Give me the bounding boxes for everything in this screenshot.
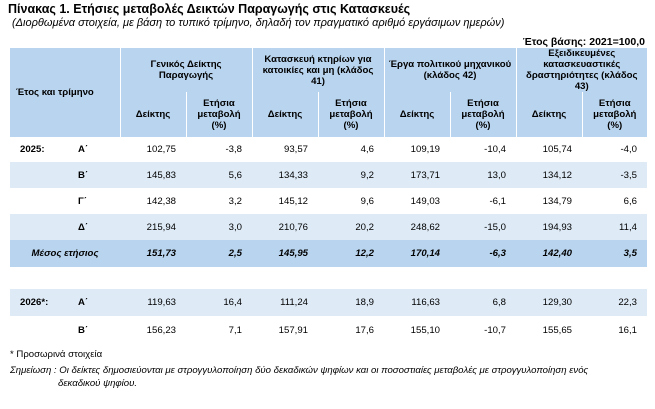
quarter-cell: Γ΄ — [78, 195, 87, 207]
value-cell: 116,63 — [384, 289, 450, 316]
mean-label: Μέσος ετήσιος — [10, 240, 120, 267]
value-cell: 129,30 — [516, 289, 582, 316]
value-cell: 2,5 — [186, 240, 252, 267]
value-cell: 6,6 — [623, 195, 638, 207]
quarter-cell: Δ΄ — [78, 221, 89, 233]
value-cell: -6,1 — [489, 195, 507, 207]
quarter-cell: Α΄ — [78, 297, 89, 308]
quarter-cell: Β΄ — [78, 324, 89, 336]
table-subtitle: (Διορθωμένα στοιχεία, με βάση το τυπικό τρίμηνο, δηλαδή τον πραγματικό αριθμό εργάσιμων ημερών) — [12, 17, 505, 29]
value-cell: 134,79 — [542, 195, 573, 207]
value-cell: -10,7 — [484, 324, 507, 336]
value-cell: 16,1 — [618, 324, 638, 336]
value-cell: 7,1 — [228, 324, 242, 336]
table-row — [10, 289, 647, 316]
value-cell: 155,10 — [410, 324, 440, 336]
value-cell: 12,2 — [318, 240, 384, 267]
value-cell: 210,76 — [252, 214, 318, 240]
mean-row — [10, 240, 647, 267]
table-title: Πίνακας 1. Ετήσιες μεταβολές Δεικτών Παραγωγής στις Κατασκευές — [8, 2, 411, 16]
year-cell: 2025: — [20, 144, 45, 155]
value-cell: 145,95 — [252, 240, 318, 267]
spacer-row — [10, 267, 647, 289]
value-cell: 16,4 — [186, 289, 252, 316]
sub-header-index: Δείκτης — [252, 92, 318, 137]
value-cell: 134,33 — [252, 162, 318, 188]
value-cell: 3,2 — [228, 195, 242, 207]
data-table — [10, 48, 647, 344]
value-cell: 215,94 — [120, 214, 186, 240]
value-cell: 20,2 — [318, 214, 384, 240]
group-header-general: Γενικός Δείκτης Παραγωγής — [120, 48, 252, 92]
sub-header-index: Δείκτης — [384, 92, 450, 137]
group-header-41: Κατασκευή κτηρίων για κατοικίες και μη (κλάδος 41) — [252, 48, 384, 92]
value-cell: 102,75 — [146, 144, 176, 155]
group-header-43: Εξειδικευμένες κατασκευαστικές δραστηριότητες (κλάδος 43) — [516, 48, 647, 92]
value-cell: 248,62 — [384, 214, 450, 240]
sub-header-change: Ετήσια μεταβολή (%) — [318, 92, 384, 137]
value-cell: 155,65 — [542, 324, 573, 336]
value-cell: -10,4 — [484, 144, 507, 155]
sub-header-change: Ετήσια μεταβολή (%) — [186, 92, 252, 137]
value-cell: 4,6 — [360, 144, 374, 155]
base-year: Έτος βάσης: 2021=100,0 — [522, 36, 645, 48]
value-cell: 11,4 — [582, 214, 647, 240]
rounding-note: Σημείωση : Οι δείκτες δημοσιεύονται με στρογγυλοποίηση δύο δεκαδικών ψηφίων και οι ποσοστιαίες μεταβολές με στρογγυλοποίηση ενός — [10, 365, 589, 376]
value-cell: 9,6 — [360, 195, 374, 207]
value-cell: -15,0 — [450, 214, 516, 240]
value-cell: 173,71 — [384, 162, 450, 188]
table-row — [10, 188, 647, 214]
value-cell: 6,8 — [450, 289, 516, 316]
year-cell: 2026*: — [20, 297, 49, 308]
value-cell: 109,19 — [410, 144, 440, 155]
value-cell: 3,5 — [582, 240, 647, 267]
value-cell: 145,83 — [120, 162, 186, 188]
value-cell: 157,91 — [278, 324, 308, 336]
value-cell: 18,9 — [318, 289, 384, 316]
value-cell: 111,24 — [252, 289, 318, 316]
table-row — [10, 214, 647, 240]
value-cell: 105,74 — [542, 144, 573, 155]
row-label-header: Έτος και τρίμηνο — [10, 48, 120, 137]
value-cell: 194,93 — [516, 214, 582, 240]
table-row — [10, 162, 647, 188]
value-cell: 170,14 — [384, 240, 450, 267]
value-cell: -4,0 — [620, 144, 638, 155]
value-cell: 13,0 — [450, 162, 516, 188]
value-cell: 149,03 — [410, 195, 440, 207]
value-cell: 134,12 — [516, 162, 582, 188]
value-cell: 3,0 — [186, 214, 252, 240]
value-cell: -6,3 — [450, 240, 516, 267]
value-cell: 119,63 — [120, 289, 186, 316]
value-cell: 22,3 — [582, 289, 647, 316]
quarter-cell: Α΄ — [78, 144, 89, 155]
value-cell: 142,38 — [146, 195, 176, 207]
value-cell: 93,57 — [283, 144, 308, 155]
quarter-cell: Β΄ — [78, 169, 89, 181]
provisional-note: * Προσωρινά στοιχεία — [10, 349, 103, 360]
table-row — [10, 137, 647, 162]
group-header-42: Έργα πολιτικού μηχανικού (κλάδος 42) — [384, 48, 516, 92]
rounding-note-continued: δεκαδικού ψηφίου. — [58, 378, 138, 389]
value-cell: 142,40 — [516, 240, 582, 267]
value-cell: -3,5 — [582, 162, 647, 188]
value-cell: 5,6 — [186, 162, 252, 188]
value-cell: 156,23 — [146, 324, 176, 336]
sub-header-index: Δείκτης — [120, 92, 186, 137]
value-cell: 145,12 — [278, 195, 308, 207]
value-cell: 151,73 — [120, 240, 186, 267]
value-cell: 9,2 — [318, 162, 384, 188]
value-cell: 17,6 — [355, 324, 374, 336]
value-cell: -3,8 — [225, 144, 242, 155]
sub-header-index: Δείκτης — [516, 92, 582, 137]
table-row — [10, 316, 647, 344]
sub-header-change: Ετήσια μεταβολή (%) — [582, 92, 647, 137]
sub-header-change: Ετήσια μεταβολή (%) — [450, 92, 516, 137]
